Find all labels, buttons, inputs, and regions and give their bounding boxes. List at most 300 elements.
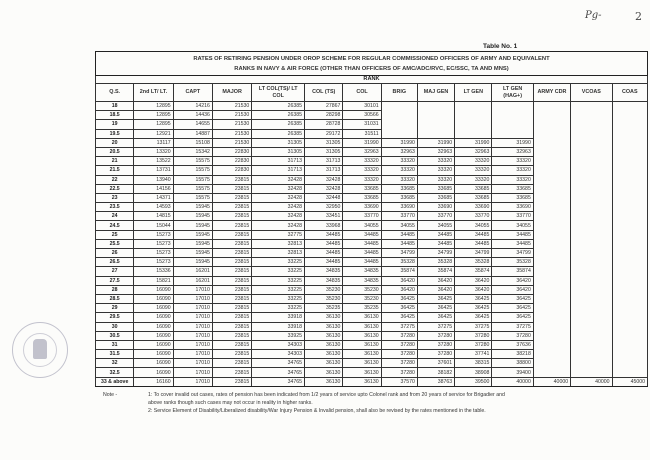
- pension-value-cell: 34055: [455, 221, 492, 230]
- table-row: [96, 304, 648, 313]
- pension-value-cell: 32428: [252, 175, 305, 184]
- pension-value-cell: 33320: [381, 157, 417, 166]
- pension-value-cell: [571, 157, 612, 166]
- pension-value-cell: 23815: [212, 276, 251, 285]
- pension-value-cell: [533, 258, 570, 267]
- pension-value-cell: 16090: [134, 285, 173, 294]
- pension-value-cell: 34055: [381, 221, 417, 230]
- pension-value-cell: 34485: [343, 249, 381, 258]
- pension-value-cell: [571, 193, 612, 202]
- pension-value-cell: 15575: [173, 175, 212, 184]
- pension-value-cell: 26385: [252, 111, 305, 120]
- pension-value-cell: 37280: [381, 331, 417, 340]
- pension-value-cell: 17010: [173, 350, 212, 359]
- pension-value-cell: 34835: [305, 276, 343, 285]
- pension-value-cell: 33225: [252, 285, 305, 294]
- pension-value-cell: 33225: [252, 258, 305, 267]
- pension-value-cell: 15575: [173, 184, 212, 193]
- pension-value-cell: 37275: [492, 322, 533, 331]
- qualifying-service-cell: 27.5: [96, 276, 134, 285]
- pension-value-cell: [533, 203, 570, 212]
- pension-value-cell: 30566: [343, 111, 381, 120]
- pension-value-cell: 40000: [492, 377, 533, 386]
- table-row: [96, 294, 648, 303]
- pension-value-cell: 17010: [173, 322, 212, 331]
- pension-value-cell: 21530: [212, 120, 251, 129]
- pension-value-cell: 33320: [381, 166, 417, 175]
- pension-value-cell: 34303: [252, 340, 305, 349]
- pension-value-cell: 23815: [212, 203, 251, 212]
- pension-value-cell: [612, 147, 647, 156]
- column-header: CAPT: [173, 84, 212, 102]
- pension-value-cell: [533, 350, 570, 359]
- pension-value-cell: [571, 175, 612, 184]
- pension-value-cell: 32428: [252, 184, 305, 193]
- pension-value-cell: [612, 359, 647, 368]
- pension-value-cell: 33320: [492, 175, 533, 184]
- pension-value-cell: 32963: [492, 147, 533, 156]
- pension-value-cell: 15273: [134, 239, 173, 248]
- pension-value-cell: 34835: [343, 267, 381, 276]
- pension-value-cell: [612, 285, 647, 294]
- pension-value-cell: [381, 120, 417, 129]
- pension-value-cell: [492, 120, 533, 129]
- pension-value-cell: 33320: [343, 166, 381, 175]
- pension-value-cell: 36130: [305, 359, 343, 368]
- pension-value-cell: 34485: [417, 239, 454, 248]
- page-number-handwritten: 2: [635, 10, 642, 23]
- pension-value-cell: [533, 331, 570, 340]
- pension-value-cell: [533, 129, 570, 138]
- table-row: [96, 331, 648, 340]
- pension-value-cell: 22830: [212, 166, 251, 175]
- pension-value-cell: 16090: [134, 294, 173, 303]
- table-row: [96, 193, 648, 202]
- pension-value-cell: 33690: [343, 203, 381, 212]
- pension-value-cell: 36425: [455, 294, 492, 303]
- pension-value-cell: 23815: [212, 368, 251, 377]
- table-row: [96, 166, 648, 175]
- pension-value-cell: 32448: [305, 193, 343, 202]
- pension-value-cell: 33320: [455, 157, 492, 166]
- pension-value-cell: 33685: [343, 193, 381, 202]
- pension-value-cell: 17010: [173, 304, 212, 313]
- pension-value-cell: 13117: [134, 138, 173, 147]
- pension-value-cell: 34765: [252, 377, 305, 386]
- pension-value-cell: 36130: [343, 368, 381, 377]
- pension-value-cell: 37636: [492, 340, 533, 349]
- pension-value-cell: 33685: [455, 193, 492, 202]
- pension-value-cell: 36130: [305, 331, 343, 340]
- pension-value-cell: 17010: [173, 377, 212, 386]
- pension-value-cell: [492, 102, 533, 111]
- note-1-line-1: 1: To cover invalid out cases, rates of pension has been indicated from 1/2 years of service upto Colonel rank and from 20 years of service for Brigadier and: [148, 392, 505, 398]
- pension-value-cell: 14887: [173, 129, 212, 138]
- pension-value-cell: 37280: [455, 340, 492, 349]
- pension-value-cell: 13731: [134, 166, 173, 175]
- pension-value-cell: 17010: [173, 331, 212, 340]
- pension-value-cell: 34835: [343, 276, 381, 285]
- pension-value-cell: [571, 230, 612, 239]
- table-title-line1: RATES OF RETIRING PENSION UNDER OROP SCHEME FOR REGULAR COMMISSIONED OFFICERS OF ARMY AND EQUIVALENT: [193, 56, 550, 62]
- pension-value-cell: 15945: [173, 203, 212, 212]
- pension-value-cell: 15575: [173, 166, 212, 175]
- pension-value-cell: [612, 313, 647, 322]
- pension-value-cell: 37280: [381, 350, 417, 359]
- pension-value-cell: 21530: [212, 102, 251, 111]
- pension-value-cell: [571, 212, 612, 221]
- table-title: [96, 52, 648, 76]
- pension-value-cell: 33225: [252, 267, 305, 276]
- pension-value-cell: 33685: [492, 193, 533, 202]
- pension-value-cell: 35328: [455, 258, 492, 267]
- pension-value-cell: 33690: [492, 203, 533, 212]
- pension-value-cell: 32963: [381, 147, 417, 156]
- pension-value-cell: [571, 184, 612, 193]
- pension-value-cell: [612, 368, 647, 377]
- pension-value-cell: 32428: [252, 221, 305, 230]
- pension-value-cell: 15945: [173, 239, 212, 248]
- qualifying-service-cell: 32: [96, 359, 134, 368]
- pension-value-cell: 37601: [417, 359, 454, 368]
- pension-value-cell: 15945: [173, 258, 212, 267]
- pension-value-cell: 32963: [455, 147, 492, 156]
- pension-value-cell: 36425: [455, 313, 492, 322]
- pension-value-cell: 32950: [305, 203, 343, 212]
- pension-value-cell: 15044: [134, 221, 173, 230]
- pension-value-cell: 16090: [134, 331, 173, 340]
- pension-value-cell: 34055: [343, 221, 381, 230]
- pension-value-cell: 23815: [212, 350, 251, 359]
- column-header: COL (TS): [305, 84, 343, 102]
- pension-value-cell: [612, 230, 647, 239]
- pension-value-cell: [612, 102, 647, 111]
- note-2: 2: Service Element of Disability/Liberalized disability/War Injury Pension & Invalid pension, shall also be revised by the rates mentioned in the table.: [148, 408, 486, 414]
- table-notes: [103, 391, 643, 415]
- pension-value-cell: 38908: [455, 368, 492, 377]
- pension-value-cell: 15945: [173, 212, 212, 221]
- pension-value-cell: 12895: [134, 111, 173, 120]
- table-row: [96, 368, 648, 377]
- pension-value-cell: 31990: [417, 138, 454, 147]
- pension-value-cell: [533, 249, 570, 258]
- pension-value-cell: [612, 276, 647, 285]
- pension-value-cell: [612, 203, 647, 212]
- pension-value-cell: [612, 304, 647, 313]
- pension-value-cell: 28298: [305, 111, 343, 120]
- pension-value-cell: 13940: [134, 175, 173, 184]
- pension-value-cell: [571, 276, 612, 285]
- qualifying-service-cell: 26.5: [96, 258, 134, 267]
- pension-value-cell: 15273: [134, 258, 173, 267]
- pension-value-cell: [571, 359, 612, 368]
- qualifying-service-cell: 20: [96, 138, 134, 147]
- pension-value-cell: 37275: [417, 322, 454, 331]
- pension-value-cell: 34765: [252, 368, 305, 377]
- pension-value-cell: 36130: [305, 340, 343, 349]
- pension-value-cell: 16090: [134, 350, 173, 359]
- qualifying-service-cell: 23.5: [96, 203, 134, 212]
- pension-value-cell: 36130: [343, 331, 381, 340]
- pension-value-cell: 33225: [252, 276, 305, 285]
- pension-value-cell: 36130: [305, 322, 343, 331]
- table-row: [96, 276, 648, 285]
- pension-value-cell: 23815: [212, 359, 251, 368]
- pension-value-cell: 21530: [212, 138, 251, 147]
- pension-value-cell: 32963: [343, 147, 381, 156]
- pension-value-cell: 34799: [417, 249, 454, 258]
- pension-value-cell: 35874: [381, 267, 417, 276]
- pension-value-cell: [612, 322, 647, 331]
- pension-value-cell: 32775: [252, 230, 305, 239]
- column-header: LT GEN (HAG+): [492, 84, 533, 102]
- pension-value-cell: 16160: [134, 377, 173, 386]
- pension-value-cell: 33968: [305, 221, 343, 230]
- pension-value-cell: 37280: [455, 331, 492, 340]
- pension-value-cell: [612, 166, 647, 175]
- pension-value-cell: 45000: [612, 377, 647, 386]
- pension-value-cell: 26385: [252, 129, 305, 138]
- table-row: [96, 147, 648, 156]
- pension-value-cell: 36425: [492, 304, 533, 313]
- column-header: VCOAS: [571, 84, 612, 102]
- table-row: [96, 184, 648, 193]
- pension-value-cell: 23815: [212, 285, 251, 294]
- pension-value-cell: 33770: [455, 212, 492, 221]
- pension-value-cell: 31990: [492, 138, 533, 147]
- pension-value-cell: 23815: [212, 212, 251, 221]
- qualifying-service-cell: 24: [96, 212, 134, 221]
- pension-value-cell: 32963: [417, 147, 454, 156]
- pension-value-cell: 14593: [134, 203, 173, 212]
- pension-value-cell: 40000: [571, 377, 612, 386]
- pension-value-cell: [612, 138, 647, 147]
- pension-value-cell: 34485: [492, 239, 533, 248]
- qualifying-service-cell: 28.5: [96, 294, 134, 303]
- pension-value-cell: 14371: [134, 193, 173, 202]
- pension-value-cell: 34485: [343, 230, 381, 239]
- column-header: LT COL(TS)/ LT COL: [252, 84, 305, 102]
- pension-value-cell: [571, 120, 612, 129]
- pension-value-cell: [533, 313, 570, 322]
- pension-value-cell: 23815: [212, 175, 251, 184]
- pension-value-cell: 31713: [305, 166, 343, 175]
- pension-value-cell: 34485: [305, 230, 343, 239]
- table-row: [96, 350, 648, 359]
- qualifying-service-cell: 22: [96, 175, 134, 184]
- qualifying-service-cell: 22.5: [96, 184, 134, 193]
- pension-value-cell: 14216: [173, 102, 212, 111]
- pension-value-cell: 14436: [173, 111, 212, 120]
- pension-value-cell: 33225: [252, 294, 305, 303]
- column-header: MAJOR: [212, 84, 251, 102]
- pension-value-cell: 36130: [343, 340, 381, 349]
- pension-value-cell: 36130: [343, 322, 381, 331]
- column-header-row: [96, 84, 648, 102]
- pension-value-cell: 36420: [417, 285, 454, 294]
- pension-value-cell: [381, 102, 417, 111]
- pension-value-cell: 35328: [381, 258, 417, 267]
- pension-value-cell: [571, 166, 612, 175]
- pension-value-cell: 13522: [134, 157, 173, 166]
- pension-value-cell: 40000: [533, 377, 570, 386]
- pension-value-cell: 26385: [252, 120, 305, 129]
- pension-value-cell: 38315: [455, 359, 492, 368]
- pension-value-cell: 36130: [343, 359, 381, 368]
- pension-value-cell: 12895: [134, 120, 173, 129]
- pension-value-cell: 21530: [212, 111, 251, 120]
- pension-value-cell: 31713: [305, 157, 343, 166]
- pension-value-cell: 34485: [305, 258, 343, 267]
- pension-value-cell: 37280: [417, 350, 454, 359]
- pension-value-cell: [533, 193, 570, 202]
- pension-value-cell: 37280: [417, 331, 454, 340]
- pension-value-cell: 34485: [417, 230, 454, 239]
- pension-value-cell: 33690: [381, 203, 417, 212]
- pension-value-cell: 32428: [252, 203, 305, 212]
- pension-value-cell: 33918: [252, 322, 305, 331]
- qualifying-service-cell: 31: [96, 340, 134, 349]
- pension-value-cell: 34835: [305, 267, 343, 276]
- pension-value-cell: [533, 221, 570, 230]
- qualifying-service-cell: 29.5: [96, 313, 134, 322]
- pension-value-cell: 15342: [173, 147, 212, 156]
- pension-value-cell: 32813: [252, 239, 305, 248]
- table-row: [96, 267, 648, 276]
- table-row: [96, 138, 648, 147]
- pension-value-cell: 36425: [417, 304, 454, 313]
- pension-value-cell: [533, 138, 570, 147]
- pension-value-cell: 15336: [134, 267, 173, 276]
- qualifying-service-cell: 20.5: [96, 147, 134, 156]
- pension-value-cell: 37741: [455, 350, 492, 359]
- table-row: [96, 157, 648, 166]
- table-row: [96, 230, 648, 239]
- pension-value-cell: [571, 350, 612, 359]
- pension-value-cell: 36130: [305, 350, 343, 359]
- qualifying-service-cell: 19.5: [96, 129, 134, 138]
- pension-value-cell: 34485: [381, 239, 417, 248]
- table-row: [96, 111, 648, 120]
- pension-value-cell: 36420: [381, 276, 417, 285]
- column-header: COL: [343, 84, 381, 102]
- pension-value-cell: [533, 111, 570, 120]
- table-row: [96, 203, 648, 212]
- pension-value-cell: [571, 322, 612, 331]
- pension-value-cell: 33320: [455, 175, 492, 184]
- pension-value-cell: 23815: [212, 313, 251, 322]
- table-row: [96, 175, 648, 184]
- pension-value-cell: 16090: [134, 368, 173, 377]
- pension-value-cell: 35874: [492, 267, 533, 276]
- pension-value-cell: [417, 129, 454, 138]
- pension-value-cell: 34303: [252, 350, 305, 359]
- note-1-line-2: above ranks though such cases may not occur in reality in higher ranks.: [148, 400, 313, 406]
- pension-value-cell: [612, 350, 647, 359]
- table-row: [96, 359, 648, 368]
- pension-value-cell: [612, 120, 647, 129]
- qualifying-service-cell: 25.5: [96, 239, 134, 248]
- column-header: Q.S.: [96, 84, 134, 102]
- qualifying-service-cell: 24.5: [96, 221, 134, 230]
- pension-value-cell: [533, 184, 570, 193]
- pension-value-cell: 34485: [492, 230, 533, 239]
- pension-value-cell: 36130: [305, 368, 343, 377]
- pension-value-cell: [612, 258, 647, 267]
- pension-value-cell: 33685: [343, 184, 381, 193]
- page-mark-handwritten: Pg-: [585, 10, 602, 21]
- pension-value-cell: 34799: [381, 249, 417, 258]
- table-row: [96, 221, 648, 230]
- pension-value-cell: 17010: [173, 340, 212, 349]
- pension-value-cell: [571, 138, 612, 147]
- pension-value-cell: 36425: [381, 304, 417, 313]
- pension-value-cell: 32428: [305, 184, 343, 193]
- pension-value-cell: [455, 102, 492, 111]
- pension-value-cell: 33770: [417, 212, 454, 221]
- official-seal-stamp: [12, 322, 68, 378]
- pension-value-cell: [533, 359, 570, 368]
- pension-value-cell: 35874: [455, 267, 492, 276]
- pension-value-cell: 17010: [173, 368, 212, 377]
- pension-value-cell: 16090: [134, 322, 173, 331]
- pension-value-cell: 14156: [134, 184, 173, 193]
- pension-value-cell: 27867: [305, 102, 343, 111]
- pension-value-cell: [612, 193, 647, 202]
- pension-value-cell: 33685: [417, 193, 454, 202]
- pension-value-cell: [571, 340, 612, 349]
- pension-value-cell: 35235: [305, 304, 343, 313]
- pension-value-cell: 23815: [212, 249, 251, 258]
- pension-value-cell: 23815: [212, 331, 251, 340]
- pension-value-cell: 15273: [134, 230, 173, 239]
- pension-value-cell: [417, 111, 454, 120]
- pension-value-cell: [417, 120, 454, 129]
- column-header: MAJ GEN: [417, 84, 454, 102]
- column-header: COAS: [612, 84, 647, 102]
- pension-value-cell: [533, 368, 570, 377]
- pension-value-cell: [571, 285, 612, 294]
- table-body: [96, 102, 648, 387]
- pension-value-cell: [533, 294, 570, 303]
- pension-value-cell: 36130: [343, 377, 381, 386]
- pension-value-cell: 33225: [252, 304, 305, 313]
- pension-value-cell: 31713: [252, 166, 305, 175]
- pension-value-cell: 16090: [134, 359, 173, 368]
- pension-value-cell: [533, 239, 570, 248]
- pension-value-cell: 35230: [305, 294, 343, 303]
- pension-value-cell: 34799: [492, 249, 533, 258]
- pension-value-cell: 37570: [381, 377, 417, 386]
- pension-value-cell: 12921: [134, 129, 173, 138]
- pension-value-cell: 17010: [173, 294, 212, 303]
- pension-value-cell: 33690: [455, 203, 492, 212]
- pension-value-cell: 23815: [212, 267, 251, 276]
- pension-value-cell: 17010: [173, 285, 212, 294]
- pension-value-cell: 36425: [455, 304, 492, 313]
- pension-value-cell: [571, 239, 612, 248]
- rank-header: RANK: [96, 76, 648, 84]
- qualifying-service-cell: 19: [96, 120, 134, 129]
- pension-value-cell: [533, 322, 570, 331]
- pension-value-cell: 22830: [212, 157, 251, 166]
- pension-value-cell: 31990: [343, 138, 381, 147]
- pension-value-cell: [571, 203, 612, 212]
- pension-value-cell: [533, 166, 570, 175]
- pension-value-cell: 21530: [212, 129, 251, 138]
- pension-value-cell: 35235: [343, 304, 381, 313]
- pension-value-cell: [571, 294, 612, 303]
